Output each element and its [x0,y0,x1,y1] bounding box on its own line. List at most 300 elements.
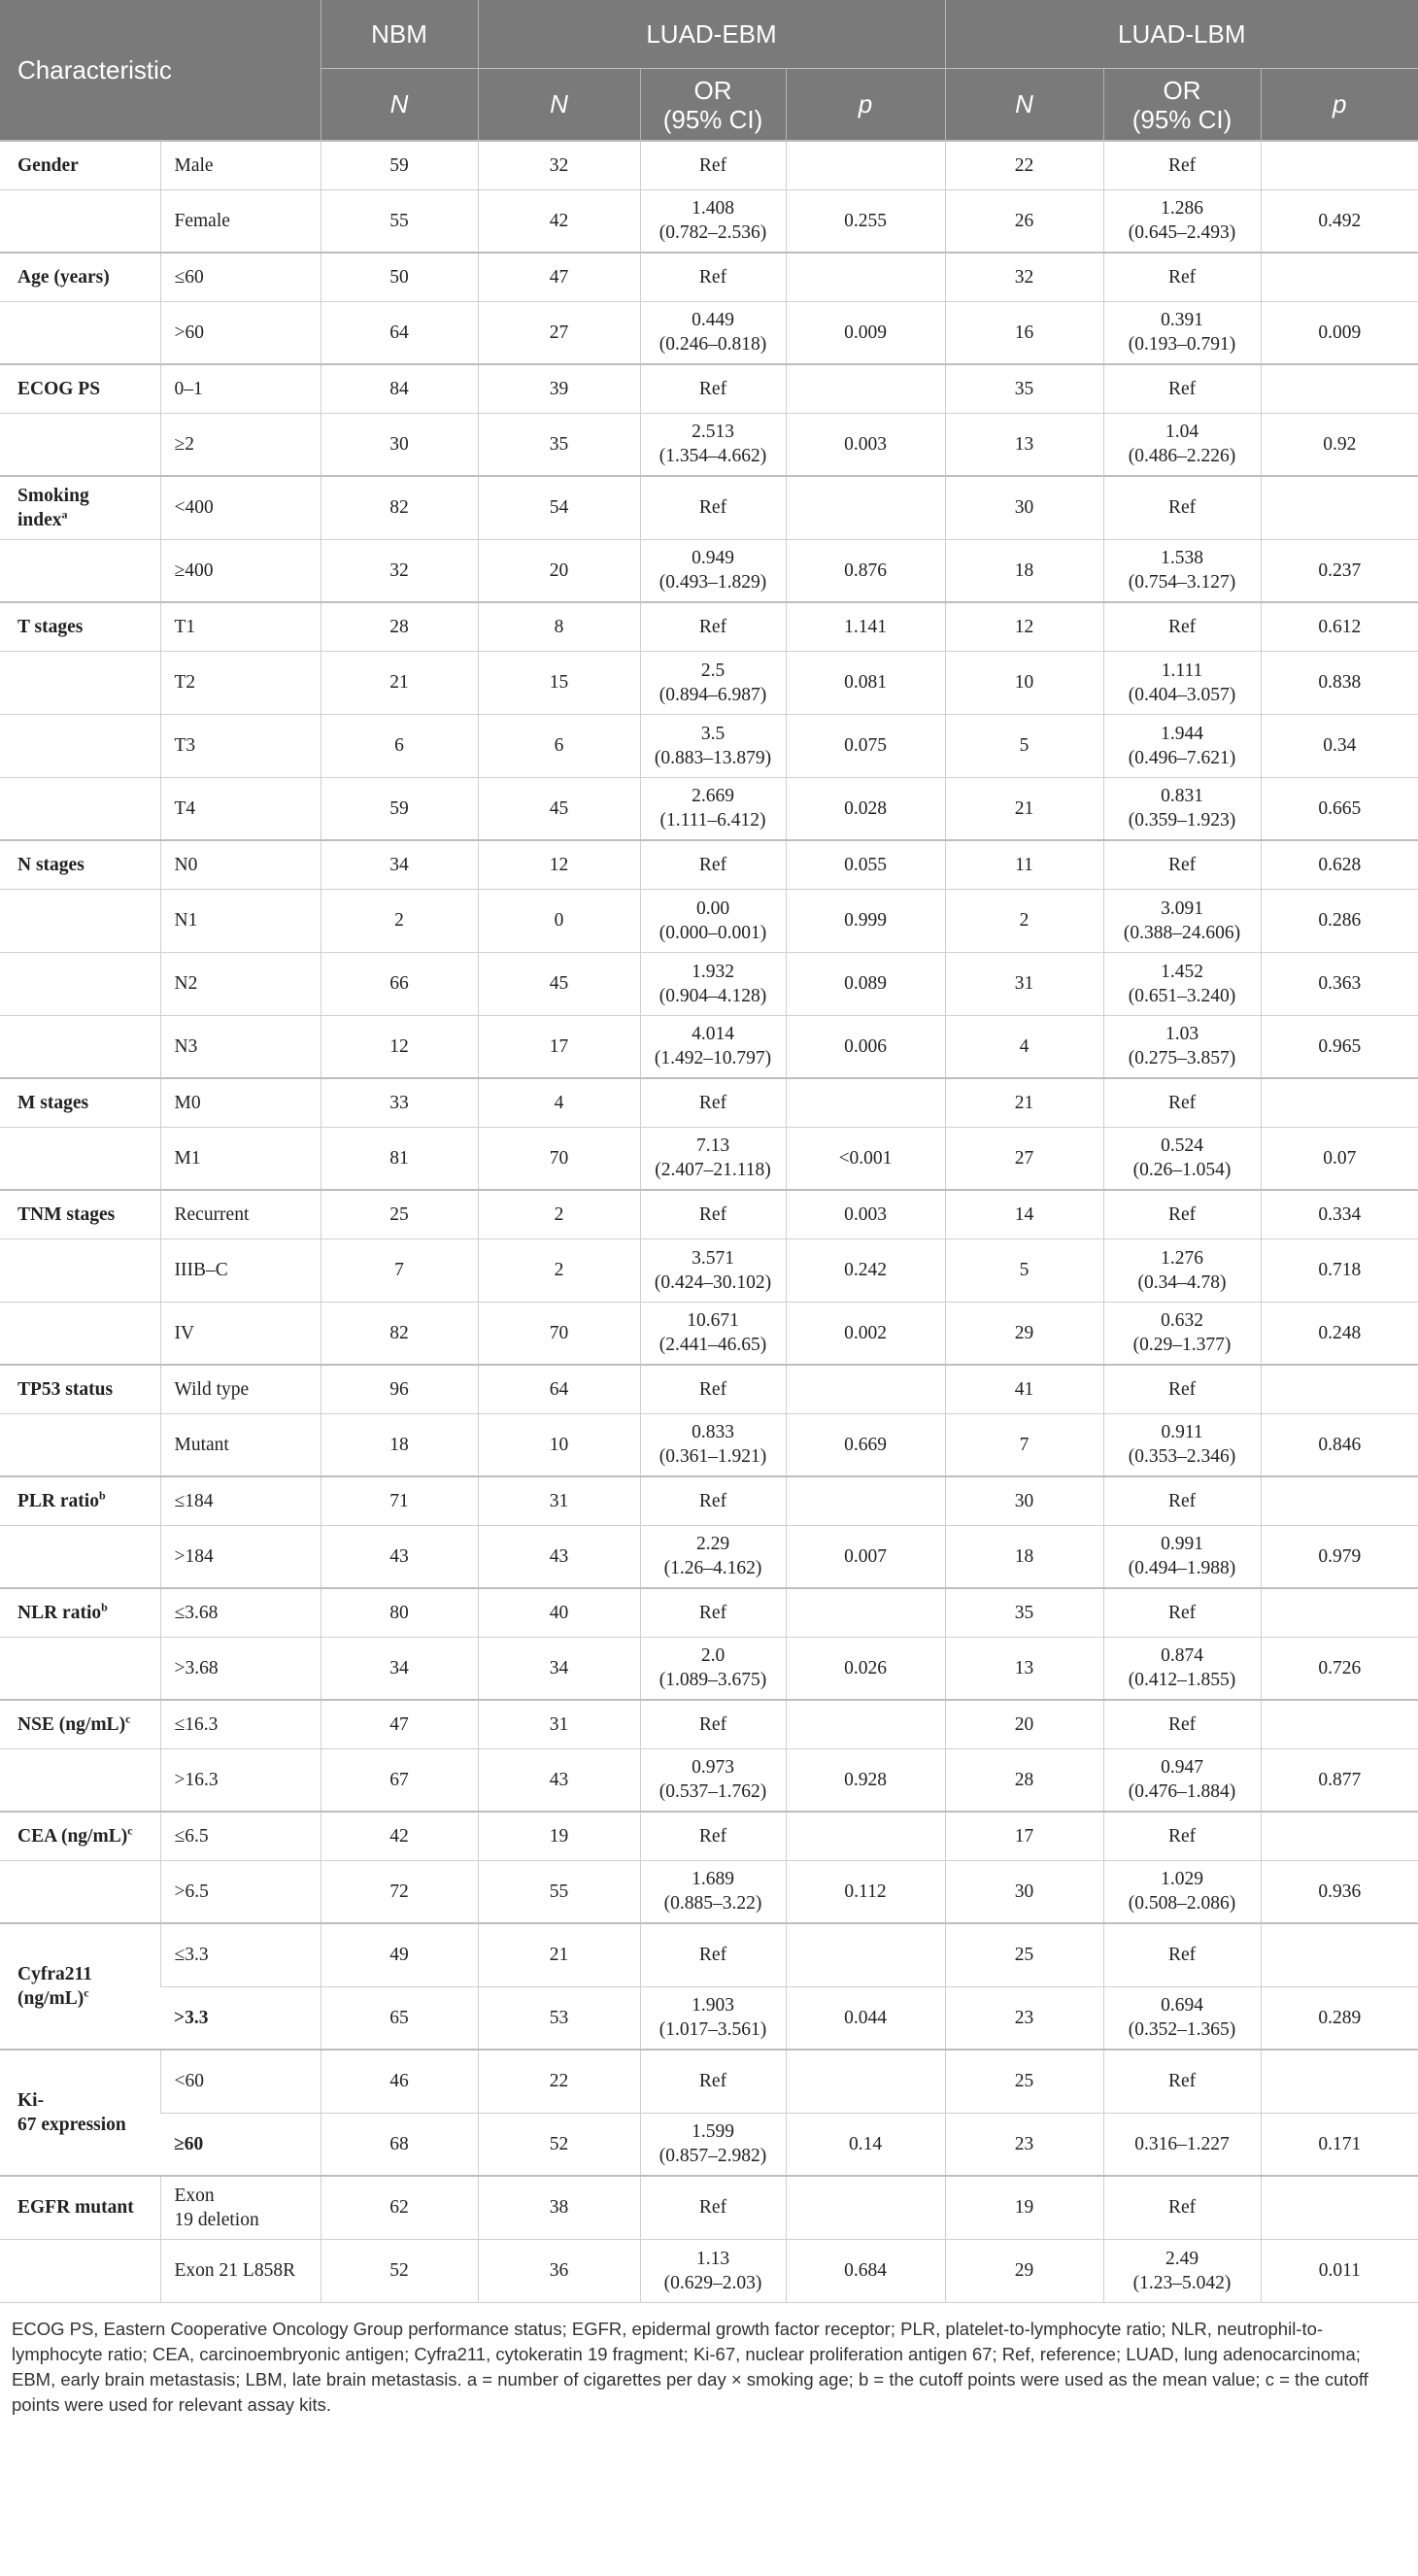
ebm-or-cell [640,889,786,952]
characteristic-cell [0,476,160,539]
ebm-or-cell-text: 3.5 [700,723,726,744]
header-luad-ebm: LUAD-EBM [478,0,945,69]
ebm-n-cell-text: 8 [554,616,564,637]
lbm-n-cell [945,1986,1103,2050]
table-row [0,1238,1418,1302]
ebm-or-cell-text: 0.00 [695,898,730,919]
lbm-n-cell-text: 4 [1019,1035,1030,1057]
level-cell-text: <60 [174,2071,204,2092]
ebm-p-cell-text: 0.999 [844,910,887,931]
lbm-or-cell-text: (0.193–0.791) [1128,334,1236,356]
ebm-or-cell [640,189,786,253]
nbm-n-cell [321,2050,478,2113]
level-cell-text: >3.3 [174,2007,209,2028]
ebm-or-cell-text: 2.29 [695,1534,730,1555]
level-cell-text: Mutant [174,1434,229,1455]
lbm-n-cell [945,1078,1103,1127]
level-cell-text: Exon 21 L858R [174,2260,296,2281]
ebm-n-cell-text: 15 [549,672,569,693]
ebm-n-cell-text: 36 [549,2260,569,2281]
level-cell [160,1413,321,1476]
level-cell [160,301,321,364]
lbm-or-cell-text: 1.286 [1161,198,1203,220]
ebm-p-cell [786,253,945,301]
lbm-p-cell-text: 0.237 [1318,559,1362,581]
ebm-p-cell [786,1637,945,1700]
lbm-p-cell [1261,1637,1418,1700]
lbm-or-cell [1103,1860,1261,1923]
ebm-p-cell [786,1860,945,1923]
ebm-or-cell-text: Ref [698,2197,727,2219]
lbm-or-cell [1103,1588,1261,1637]
ebm-or-cell [640,1588,786,1637]
lbm-or-cell-text: 1.029 [1161,1869,1203,1890]
level-cell [160,952,321,1015]
ebm-or-cell [640,253,786,301]
lbm-p-cell [1261,1078,1418,1127]
ebm-n-cell-text: 6 [554,735,564,756]
ebm-n-cell [478,1476,640,1525]
nbm-n-cell-text: 12 [389,1035,409,1057]
ebm-n-cell-text: 27 [549,322,569,343]
ebm-p-cell [786,2050,945,2113]
ebm-or-cell-text: Ref [698,378,727,399]
lbm-or-cell-text: Ref [1167,154,1197,176]
nbm-n-cell-text: 59 [389,797,409,819]
nbm-n-cell [321,777,478,840]
level-cell-text: ≥60 [174,2133,204,2154]
lbm-p-cell [1261,413,1418,476]
lbm-or-cell [1103,141,1261,189]
characteristic-cell [0,651,160,714]
ebm-or-cell-text: (1.354–4.662) [658,446,767,467]
ebm-p-cell [786,1190,945,1238]
characteristic-cell-text: NLR ratio [17,1602,102,1623]
ebm-n-cell [478,141,640,189]
ebm-or-cell [640,2239,786,2302]
nbm-n-cell [321,253,478,301]
footnote-marker: a [61,507,68,522]
table-row [0,1986,1418,2050]
characteristic-cell [0,952,160,1015]
ebm-or-cell [640,1700,786,1748]
ebm-or-cell-text: (0.857–2.982) [658,2146,767,2167]
ebm-n-cell [478,364,640,413]
ebm-n-cell [478,1190,640,1238]
lbm-or-cell [1103,602,1261,651]
footnote-marker: c [125,1712,131,1726]
ebm-n-cell [478,1588,640,1637]
ebm-p-cell-text: 0.928 [844,1769,887,1790]
characteristic-cell [0,840,160,889]
nbm-n-cell-text: 67 [389,1769,409,1790]
lbm-n-cell [945,1302,1103,1365]
ebm-p-cell-text: 0.044 [844,2007,887,2028]
ebm-or-cell-text: Ref [698,1203,727,1225]
lbm-or-cell-text: (0.34–4.78) [1137,1271,1227,1293]
ebm-n-cell [478,1700,640,1748]
lbm-or-cell-text: Ref [1167,1602,1197,1623]
nbm-n-cell-text: 82 [389,1322,409,1343]
lbm-or-cell [1103,1190,1261,1238]
lbm-or-cell-text: 0.694 [1161,1995,1203,2017]
ebm-n-cell [478,651,640,714]
ebm-p-cell-text: 0.003 [844,433,887,455]
ebm-n-cell-text: 12 [549,854,569,875]
ebm-p-cell [786,651,945,714]
ebm-n-cell-text: 45 [549,973,569,994]
lbm-n-cell-text: 30 [1014,1881,1034,1902]
ebm-p-cell-text: 0.242 [844,1260,887,1280]
header-nbm-n: N [321,69,478,142]
lbm-n-cell [945,1860,1103,1923]
table-row [0,1078,1418,1127]
ebm-or-cell [640,2176,786,2239]
lbm-p-cell-text: 0.612 [1318,616,1362,637]
footnote-marker: c [127,1823,133,1838]
lbm-n-cell [945,777,1103,840]
lbm-n-cell [945,1127,1103,1190]
ebm-or-cell-text: 1.599 [692,2121,734,2143]
table-footnote: ECOG PS, Eastern Cooperative Oncology Group performance status; EGFR, epidermal growth factor receptor; PLR, platelet-to-lymphocyte ratio; NLR, neutrophil-to-lymphocyte ratio; CEA, carcinoembryonic antigen; Cyfra211, cytokeratin 19 fragment; Ki-67, nuclear proliferation antigen 67; Ref, reference; LUAD, lung adenocarcinoma; EBM, early brain metastasis; LBM, late brain metastasis. a = number of cigarettes per day × smoking age; b = the cutoff points were used as the mean value; c = the cutoff points were used for relevant assay kits. [12,2318,1368,2415]
nbm-n-cell [321,141,478,189]
ebm-n-cell [478,1525,640,1588]
nbm-n-cell [321,476,478,539]
table-row [0,1588,1418,1637]
lbm-or-cell [1103,539,1261,602]
level-cell [160,777,321,840]
ebm-or-cell-text: (0.246–0.818) [658,334,767,356]
lbm-or-cell-text: 0.947 [1161,1757,1203,1779]
characteristic-cell [0,141,160,189]
ebm-or-cell [640,1238,786,1302]
ebm-n-cell [478,1302,640,1365]
ebm-p-cell-text: 0.007 [844,1545,887,1567]
nbm-n-cell-text: 55 [389,210,409,231]
nbm-n-cell [321,1190,478,1238]
characteristic-cell [0,1302,160,1365]
lbm-n-cell [945,2176,1103,2239]
table-row [0,1127,1418,1190]
ebm-n-cell [478,1986,640,2050]
level-cell [160,476,321,539]
ebm-or-cell-text: 1.932 [692,961,734,982]
characteristic-cell-text: Ki- [17,2090,45,2111]
level-cell [160,2239,321,2302]
ebm-or-cell-text: 1.689 [692,1869,734,1890]
nbm-n-cell-text: 47 [389,1713,409,1735]
footnote-marker: b [98,1488,106,1503]
lbm-p-cell [1261,301,1418,364]
lbm-p-cell [1261,1476,1418,1525]
level-cell-text: >60 [174,322,204,343]
table-row [0,602,1418,651]
lbm-or-cell-text: 1.452 [1161,961,1203,982]
lbm-n-cell [945,413,1103,476]
header-lbm-or [1103,69,1261,142]
ebm-n-cell [478,952,640,1015]
characteristic-cell [0,1812,160,1860]
lbm-n-cell [945,1748,1103,1812]
lbm-p-cell [1261,1986,1418,2050]
table-row [0,651,1418,714]
ebm-or-cell-text: Ref [698,616,727,637]
ebm-or-cell-text: Ref [698,1825,727,1847]
ebm-p-cell [786,1748,945,1812]
ebm-or-cell-text: (1.017–3.561) [658,2019,767,2041]
lbm-or-cell-text: Ref [1167,1203,1197,1225]
ebm-n-cell [478,2113,640,2176]
level-cell [160,1078,321,1127]
table-row [0,2113,1418,2176]
level-cell-text: ≤184 [174,1490,214,1511]
ebm-or-cell-text: 0.949 [692,548,734,569]
table-row [0,714,1418,777]
lbm-or-cell [1103,2239,1261,2302]
nbm-n-cell [321,1923,478,1986]
nbm-n-cell [321,952,478,1015]
header-lbm-p: p [1261,69,1418,142]
characteristic-cell-text: PLR ratio [17,1490,99,1511]
ebm-p-cell [786,476,945,539]
ebm-or-cell [640,840,786,889]
lbm-or-cell [1103,1078,1261,1127]
lbm-n-cell [945,1015,1103,1078]
ebm-p-cell [786,2113,945,2176]
nbm-n-cell-text: 33 [389,1092,409,1113]
characteristic-cell [0,1190,160,1238]
lbm-p-cell [1261,714,1418,777]
lbm-n-cell-text: 7 [1019,1434,1030,1455]
characteristic-cell [0,1700,160,1748]
lbm-or-cell [1103,476,1261,539]
lbm-or-cell-text: (0.754–3.127) [1128,572,1236,593]
ebm-or-cell-text: (0.883–13.879) [654,747,772,768]
ebm-or-cell-text: (0.894–6.987) [658,684,767,705]
level-cell [160,1525,321,1588]
ebm-n-cell [478,777,640,840]
ebm-or-cell [640,1302,786,1365]
ebm-n-cell [478,1127,640,1190]
ebm-n-cell [478,1413,640,1476]
ebm-or-cell-text: 0.973 [692,1757,734,1779]
lbm-p-cell [1261,1238,1418,1302]
level-cell [160,840,321,889]
ebm-p-cell [786,413,945,476]
level-cell-text: N3 [174,1035,198,1057]
lbm-or-cell [1103,840,1261,889]
ebm-or-cell [640,1078,786,1127]
nbm-n-cell [321,539,478,602]
ebm-or-cell-text: (0.424–30.102) [654,1271,772,1293]
lbm-n-cell-text: 13 [1014,1657,1034,1678]
header-nbm: NBM [321,0,478,69]
ebm-p-cell-text: 1.141 [844,616,887,637]
lbm-or-cell [1103,1812,1261,1860]
lbm-p-cell [1261,2113,1418,2176]
lbm-or-cell [1103,777,1261,840]
table-row [0,2176,1418,2239]
table-row [0,1860,1418,1923]
lbm-n-cell-text: 18 [1014,1545,1034,1567]
level-cell [160,1860,321,1923]
nbm-n-cell-text: 62 [389,2197,409,2219]
ebm-n-cell [478,301,640,364]
lbm-n-cell [945,1812,1103,1860]
level-cell-text: ≤60 [174,266,204,288]
header-ebm-p: p [786,69,945,142]
lbm-or-cell-text: 1.276 [1161,1247,1203,1269]
lbm-p-cell-text: 0.92 [1323,433,1357,455]
ebm-p-cell [786,1302,945,1365]
ebm-p-cell-text: 0.055 [844,854,887,875]
level-cell [160,1637,321,1700]
nbm-n-cell-text: 34 [389,1657,409,1678]
ebm-n-cell [478,476,640,539]
characteristic-cell [0,1365,160,1413]
characteristic-cell-text: ECOG PS [17,378,101,399]
lbm-p-cell [1261,1700,1418,1748]
lbm-or-cell-text: 1.04 [1165,422,1199,443]
ebm-or-cell-text: (1.492–10.797) [654,1048,772,1069]
level-cell [160,889,321,952]
ebm-or-cell-text: (0.885–3.22) [663,1893,762,1915]
lbm-or-cell-text: Ref [1167,1490,1197,1511]
table-row [0,1812,1418,1860]
lbm-or-cell-text: (0.26–1.054) [1132,1160,1232,1181]
characteristic-cell-text: TP53 status [17,1378,114,1400]
lbm-p-cell [1261,476,1418,539]
lbm-p-cell [1261,1302,1418,1365]
level-cell-text: >16.3 [174,1769,219,1790]
ebm-or-cell-text: 1.408 [692,198,734,220]
characteristic-cell [0,714,160,777]
ebm-p-cell [786,1525,945,1588]
nbm-n-cell-text: 34 [389,854,409,875]
lbm-p-cell-text: 0.936 [1318,1881,1362,1902]
ebm-or-cell-text: (0.361–1.921) [658,1446,767,1468]
level-cell-text: Recurrent [174,1203,250,1225]
header-ci-label: (95% CI) [1131,104,1232,134]
ebm-n-cell [478,602,640,651]
ebm-n-cell-text: 38 [549,2197,569,2219]
nbm-n-cell [321,1812,478,1860]
lbm-p-cell-text: 0.334 [1318,1203,1362,1225]
ebm-n-cell-text: 21 [549,1945,569,1966]
ebm-p-cell-text: 0.14 [848,2133,883,2154]
characteristic-cell [0,1923,160,2050]
lbm-p-cell [1261,1413,1418,1476]
ebm-or-cell [640,2113,786,2176]
ebm-or-cell-text: 4.014 [692,1024,734,1045]
lbm-p-cell-text: 0.171 [1318,2133,1362,2154]
ebm-p-cell [786,952,945,1015]
ebm-n-cell [478,1860,640,1923]
characteristic-cell [0,1238,160,1302]
ebm-n-cell-text: 52 [549,2133,569,2154]
level-cell-text: 0–1 [174,378,203,399]
ebm-p-cell [786,1700,945,1748]
lbm-n-cell [945,1238,1103,1302]
lbm-p-cell-text: 0.289 [1318,2007,1362,2028]
level-cell-text: N0 [174,854,198,875]
lbm-or-cell-text: (1.23–5.042) [1132,2272,1232,2293]
table-row [0,2239,1418,2302]
lbm-or-cell-text: (0.352–1.365) [1128,2019,1236,2041]
lbm-or-cell-text: Ref [1167,2071,1197,2092]
table-row [0,1525,1418,1588]
lbm-p-cell [1261,539,1418,602]
ebm-p-cell-text: 0.002 [844,1322,887,1343]
footnote-marker: b [101,1600,108,1614]
lbm-p-cell [1261,1365,1418,1413]
ebm-or-cell-text: Ref [698,854,727,875]
ebm-or-cell-text: (0.537–1.762) [658,1781,767,1803]
level-cell-text: M0 [174,1092,201,1113]
level-cell-text: >3.68 [174,1657,219,1678]
lbm-p-cell [1261,253,1418,301]
ebm-or-cell [640,651,786,714]
level-cell-text: T3 [174,735,196,756]
lbm-or-cell-text: Ref [1167,1713,1197,1735]
lbm-n-cell-text: 30 [1014,1490,1034,1511]
ebm-or-cell [640,1525,786,1588]
ebm-n-cell [478,1365,640,1413]
table-row [0,1700,1418,1748]
lbm-n-cell-text: 27 [1014,1147,1034,1169]
lbm-or-cell-text: Ref [1167,1945,1197,1966]
characteristic-cell [0,1588,160,1637]
ebm-p-cell [786,2176,945,2239]
nbm-n-cell [321,1365,478,1413]
nbm-n-cell-text: 82 [389,497,409,519]
ebm-or-cell [640,952,786,1015]
ebm-n-cell-text: 2 [554,1203,564,1225]
ebm-or-cell-text: Ref [698,1378,727,1400]
table-row [0,889,1418,952]
level-cell-text: T2 [174,672,196,693]
characteristic-cell-text: 67 expression [17,2115,126,2135]
lbm-p-cell [1261,364,1418,413]
ebm-n-cell-text: 35 [549,433,569,455]
characteristic-cell-text: Cyfra211 [17,1964,92,1984]
lbm-or-cell-text: (0.275–3.857) [1128,1048,1236,1069]
characteristic-cell-text: T stages [17,616,84,637]
lbm-or-cell [1103,413,1261,476]
ebm-p-cell [786,1413,945,1476]
nbm-n-cell [321,189,478,253]
lbm-n-cell-text: 41 [1014,1378,1034,1400]
ebm-p-cell [786,301,945,364]
table-row [0,1923,1418,1986]
ebm-n-cell-text: 19 [549,1825,569,1847]
ebm-p-cell [786,1127,945,1190]
header-characteristic: Characteristic [0,0,321,141]
lbm-n-cell [945,889,1103,952]
level-cell-text: <400 [174,497,214,519]
ebm-n-cell-text: 42 [549,210,569,231]
lbm-or-cell [1103,651,1261,714]
ebm-or-cell-text: Ref [698,497,727,519]
level-cell [160,1190,321,1238]
characteristic-cell [0,1637,160,1700]
lbm-or-cell-text: Ref [1167,1825,1197,1847]
ebm-or-cell-text: Ref [698,1602,727,1623]
nbm-n-cell-text: 52 [389,2260,409,2281]
level-cell [160,413,321,476]
level-cell-text: ≥400 [174,559,214,581]
lbm-or-cell [1103,1700,1261,1748]
